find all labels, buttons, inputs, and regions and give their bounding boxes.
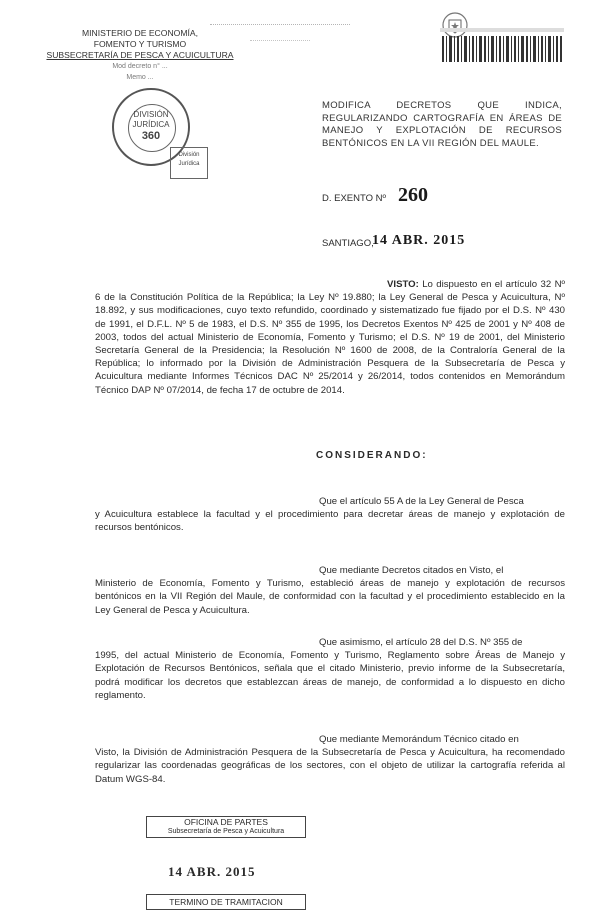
decree-title: MODIFICA DECRETOS QUE INDICA, REGULARIZANDO CARTOGRAFÍA EN ÁREAS DE MANEJO Y EXPLOTACIÓN DE RECURSOS BENTÓNICOS EN LA VII REGIÓN DEL MAULE. <box>322 100 562 149</box>
ministry-line1: MINISTERIO DE ECONOMÍA, <box>81 28 199 38</box>
faded-ref-line: Mod decreto n° ... <box>112 63 168 70</box>
visto-text: Lo dispuesto en el artículo 32 Nº 6 de la Constitución Política de la República; la Ley Nº 19.880; la Ley General de Pesca y Acuicultura, Nº 18.892, y sus modificaciones, cuyo texto refundido, coordinado y sistematizado fue fijado por el D.S. Nº 430 de 1991, el D.F.L. Nº 5 de 1983, el D.S. Nº 355 de 1995, los Decretos Exentos Nº 425 de 2001 y Nº 408 de 2003, todos del actual Ministerio de Economía, Fomento y Turismo; el D.S. Nº 19 de 2001, del Ministerio Secretaría General de la Presidencia; la Resolución Nº 1600 de 2008, de la Contraloría General de la República; lo informado por la División de Administración Pesquera de la Subsecretaría de Pesca y Acuicultura mediante Informes Técnicos DAC Nº 25/2014 y 26/2014, todos contenidos en Memorándum Técnico DAP Nº 07/2014, de fecha 17 de octubre de 2014. <box>95 279 566 396</box>
small-stamp-line1: División <box>178 152 200 158</box>
division-juridica-small-stamp <box>170 147 208 179</box>
subsecretaria-line: SUBSECRETARÍA DE PESCA Y ACUICULTURA <box>46 50 234 60</box>
decree-date: 14 ABR. 2015 <box>372 233 466 248</box>
termino-tramitacion: TERMINO DE TRAMITACION <box>146 894 306 910</box>
considerando-item-1 <box>95 495 565 535</box>
oficina-partes-header <box>146 816 306 838</box>
visto-paragraph <box>95 278 565 397</box>
decree-number: 260 <box>398 184 428 206</box>
oficina-partes-line1: OFICINA DE PARTES <box>184 817 268 827</box>
stamp-line2: JURÍDICA <box>132 120 170 129</box>
ministry-header <box>40 28 240 83</box>
stamp-number: 360 <box>141 130 161 142</box>
considerando-item-3-rest: 1995, del actual Ministerio de Economía, Fomento y Turismo, Reglamento sobre Áreas de Manejo y Explotación de Recursos Bentónicos, señala que el citado Ministerio, previo informe de la Subsecretaría, podrá modificar los decretos que establezcan áreas de manejo, de conformidad a lo dispuesto en dicho reglamento. <box>95 650 565 701</box>
considerando-item-2 <box>95 564 565 617</box>
considerando-item-4-first: Que mediante Memorándum Técnico citado en <box>319 734 519 745</box>
handwritten-scribble-2 <box>250 30 310 41</box>
considerando-item-4-rest: Visto, la División de Administración Pesquera de la Subsecretaría de Pesca y Acuicultura, ha recomendado regularizar las coordenadas geográficas de los sectores, con el objeto de utilizar la cartografía referida al Datum WGS-84. <box>95 747 565 785</box>
considerando-item-4 <box>95 733 565 786</box>
considerando-item-3 <box>95 636 565 702</box>
considerando-item-1-rest: y Acuicultura establece la facultad y el procedimiento para decretar áreas de manejo y explotación de recursos bentónicos. <box>95 509 565 534</box>
place-label: SANTIAGO, <box>322 238 374 249</box>
small-stamp-line2: Jurídica <box>178 161 200 167</box>
handwritten-scribble <box>210 10 350 25</box>
oficina-partes-line2: Subsecretaría de Pesca y Acuicultura <box>167 828 285 835</box>
faded-ref-line2: Memo ... <box>126 74 154 81</box>
oficina-partes-date: 14 ABR. 2015 <box>168 864 256 879</box>
barcode-icon <box>440 28 564 72</box>
considerando-item-2-first: Que mediante Decretos citados en Visto, el <box>319 565 504 576</box>
decree-label: D. EXENTO Nº <box>322 193 386 204</box>
ministry-line2: FOMENTO Y TURISMO <box>93 39 187 49</box>
considerando-heading: CONSIDERANDO: <box>316 450 428 461</box>
visto-label: VISTO: <box>387 279 419 290</box>
considerando-item-3-first: Que asimismo, el artículo 28 del D.S. Nº 355 de <box>319 637 523 648</box>
oficina-partes-stamp <box>146 816 306 916</box>
considerando-item-2-rest: Ministerio de Economía, Fomento y Turismo, estableció áreas de manejo y explotación de recursos bentónicos en la VII Región del Maule, de conformidad con la facultad y el procedimiento establecido en la Ley General de Pesca y Acuicultura. <box>95 578 565 616</box>
stamp-line1: DIVISIÓN <box>133 110 169 119</box>
considerando-item-1-first: Que el artículo 55 A de la Ley General de Pesca <box>319 496 524 507</box>
